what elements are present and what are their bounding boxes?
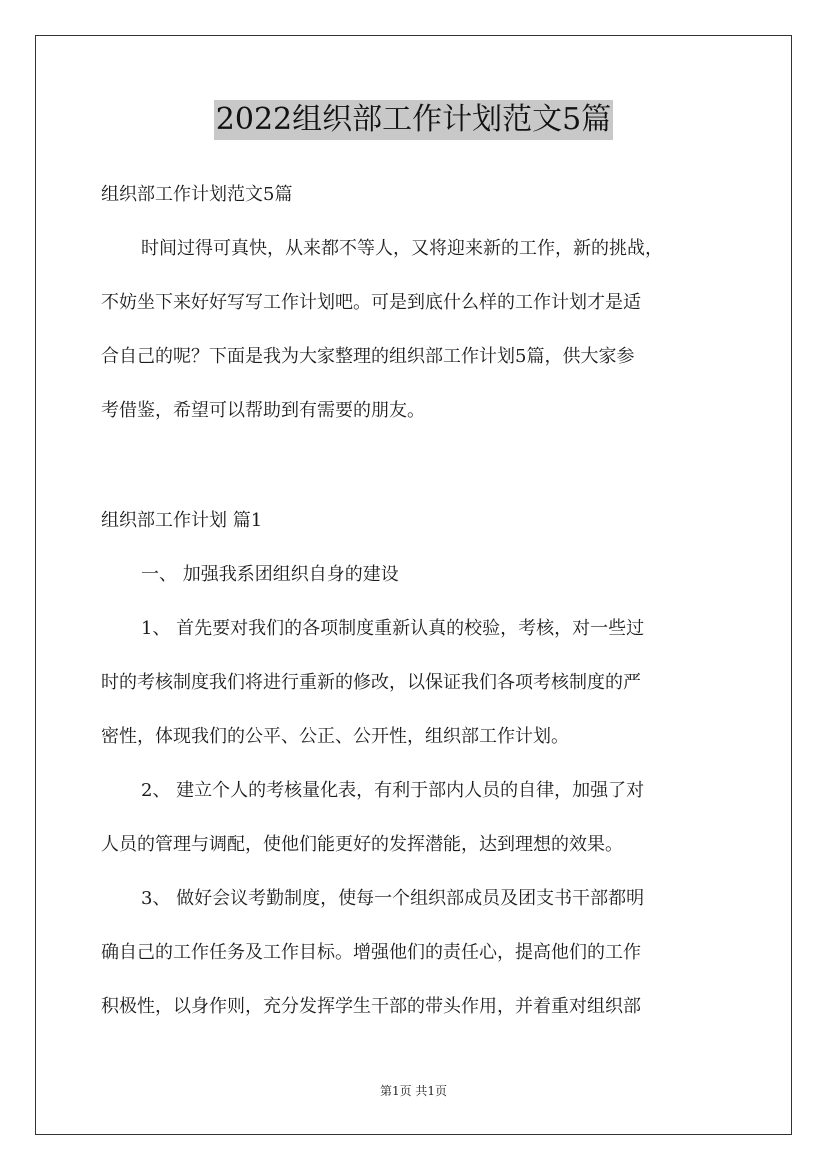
item1-line-3: 密性，体现我们的公平、公正、公开性，组织部工作计划。 <box>101 726 569 747</box>
item2-line-1: 2、 建立个人的考核量化表，有利于部内人员的自律，加强了对 <box>141 780 645 801</box>
item3-line-2: 确自己的工作任务及工作目标。增强他们的责任心，提高他们的工作 <box>101 942 641 963</box>
item3-line-3: 积极性，以身作则，充分发挥学生干部的带头作用，并着重对组织部 <box>101 996 641 1017</box>
document-title: 2022组织部工作计划范文5篇 <box>214 100 613 140</box>
intro-line-4: 考借鉴，希望可以帮助到有需要的朋友。 <box>101 400 425 421</box>
item3-line-1: 3、 做好会议考勤制度，使每一个组织部成员及团支书干部都明 <box>141 888 645 909</box>
intro-line-2: 不妨坐下来好好写写工作计划吧。可是到底什么样的工作计划才是适 <box>101 292 641 313</box>
intro-line-1: 时间过得可真快，从来都不等人，又将迎来新的工作，新的挑战， <box>141 238 663 259</box>
item1-line-2: 时的考核制度我们将进行重新的修改，以保证我们各项考核制度的严 <box>101 672 641 693</box>
title-wrap <box>0 100 827 140</box>
document-subtitle: 组织部工作计划范文5篇 <box>101 184 293 205</box>
intro-line-3: 合自己的呢？下面是我为大家整理的组织部工作计划5篇，供大家参 <box>101 346 635 367</box>
page-footer: 第1页 共1页 <box>379 1084 448 1098</box>
item1-line-1: 1、 首先要对我们的各项制度重新认真的校验，考核，对一些过 <box>141 618 645 639</box>
heading-1: 一、 加强我系团组织自身的建设 <box>141 564 399 585</box>
section-title: 组织部工作计划 篇1 <box>101 510 263 531</box>
item2-line-2: 人员的管理与调配，使他们能更好的发挥潜能，达到理想的效果。 <box>101 834 623 855</box>
